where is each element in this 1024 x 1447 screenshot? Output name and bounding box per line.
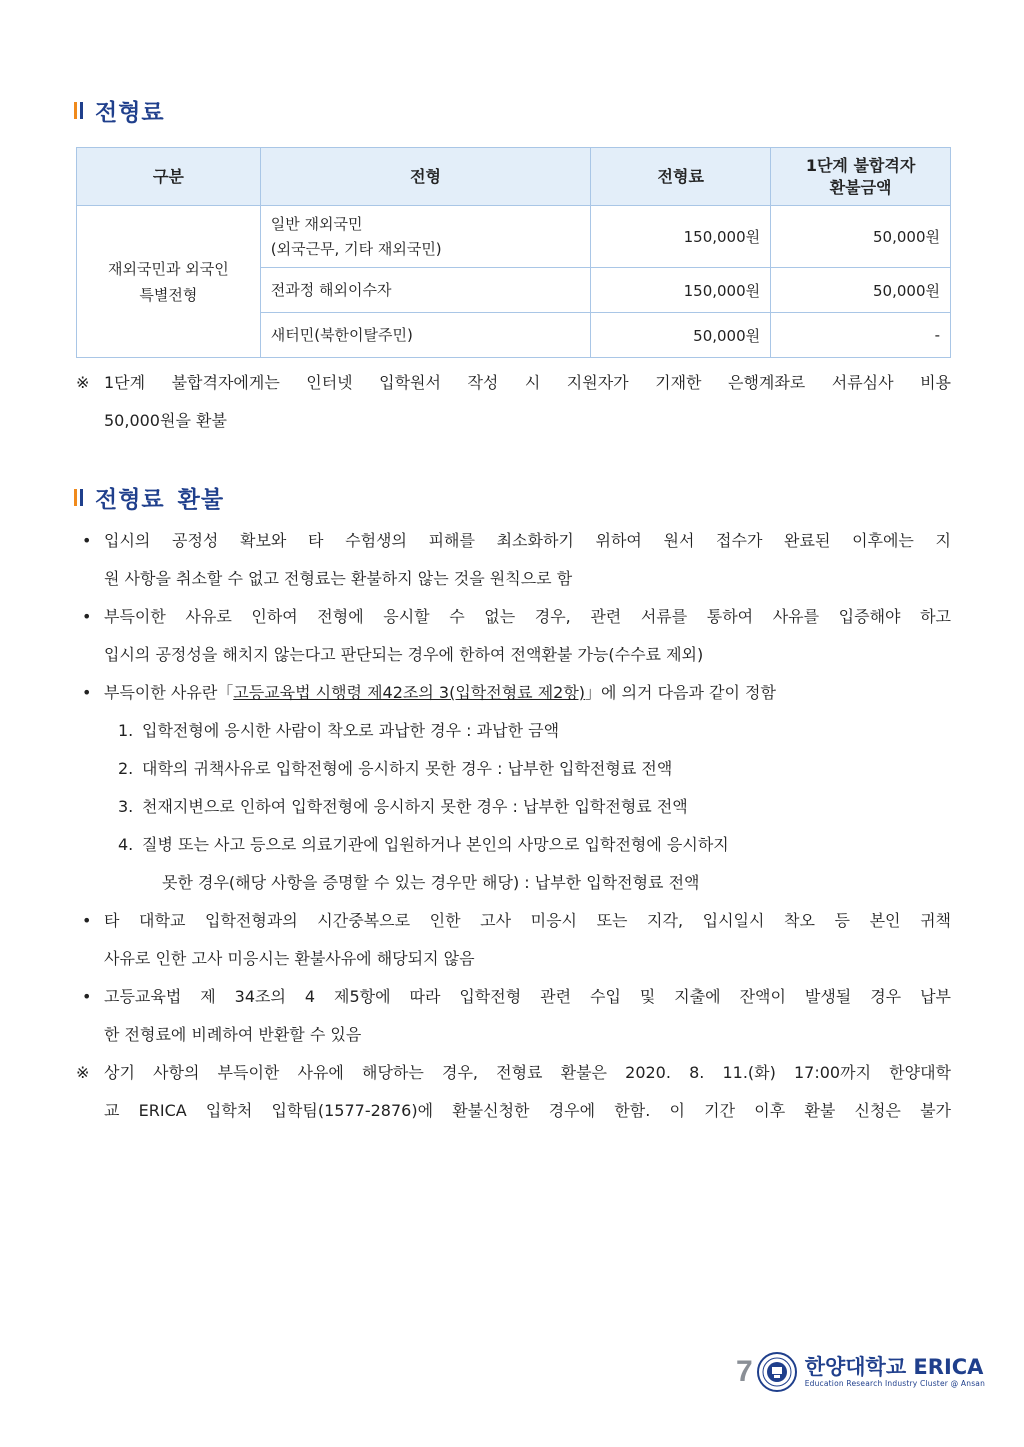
bullet-line: 고등교육법 제 34조의 4 제5항에 따라 입학전형 관련 수입 및 지출에 잔액이 발생될 경우 납부 [104, 987, 951, 1006]
bullet-dot: • [82, 987, 92, 1006]
type-cell: 새터민(북한이탈주민) [260, 313, 591, 358]
list-item [82, 978, 951, 1054]
refund-policy [76, 522, 951, 1130]
header-refund-line1: 1단계 불합격자 [805, 155, 916, 175]
item-line: 못한 경우(해당 사항을 증명할 수 있는 경우만 해당) : 납부한 입학전형료 전액 [162, 873, 700, 892]
bullet-line: 원 사항을 취소할 수 없고 전형료는 환불하지 않는 것을 원칙으로 함 [104, 569, 573, 588]
bullet-line: 입시의 공정성 확보와 타 수험생의 피해를 최소화하기 위하여 원서 접수가 완료된 이후에는 지 [104, 531, 951, 550]
brand-subtitle: Education Research Industry Cluster @ Ansan [804, 1379, 986, 1388]
fee-cell: 150,000원 [591, 268, 771, 313]
bullet-dot: • [82, 531, 92, 550]
refund-cell: 50,000원 [771, 268, 951, 313]
list-item [82, 674, 951, 712]
brand-name: 한양대학교 ERICA [804, 1355, 984, 1379]
fee-table [76, 147, 951, 358]
bullet-line: 사유로 인한 고사 미응시는 환불사유에 해당되지 않음 [104, 949, 475, 968]
header-category: 구분 [77, 148, 261, 206]
bullet-line: 입시의 공정성을 해치지 않는다고 판단되는 경우에 한하여 전액환불 가능(수수료 제외) [104, 645, 704, 664]
bullet-text: 」에 의거 다음과 같이 정함 [585, 683, 776, 702]
note-line1: 1단계 불합격자에게는 인터넷 입학원서 작성 시 지원자가 기재한 은행계좌로 서류심사 비용 [104, 373, 951, 392]
type-line1: 일반 재외국민 [270, 214, 363, 233]
table-header-row [77, 148, 951, 206]
page-number: 7 [736, 1355, 753, 1388]
refund-cell: - [771, 313, 951, 358]
refund-cell: 50,000원 [771, 206, 951, 268]
refund-deadline-note [76, 1054, 951, 1092]
item-number: 2. [118, 759, 134, 778]
numbered-item [118, 712, 951, 750]
numbered-item [118, 826, 951, 902]
bullet-text: 부득이한 사유란「 [104, 683, 234, 702]
heading-bar-icon [74, 489, 83, 506]
bullet-line [104, 674, 951, 712]
fee-cell: 50,000원 [591, 313, 771, 358]
bullet-dot: • [82, 683, 92, 702]
note-mark: ※ [76, 373, 90, 392]
list-item [82, 902, 951, 978]
university-seal-icon [757, 1352, 797, 1392]
item-number: 1. [118, 721, 134, 740]
item-line: 질병 또는 사고 등으로 의료기관에 입원하거나 본인의 사망으로 입학전형에 응시하지 [142, 835, 729, 854]
numbered-item [118, 788, 951, 826]
section-heading-refund [74, 481, 224, 514]
section-heading-fee [74, 94, 165, 127]
refund-note [76, 364, 951, 440]
law-reference: 고등교육법 시행령 제42조의 3(입학전형료 제2항) [233, 683, 586, 702]
item-line: 입학전형에 응시한 사람이 착오로 과납한 경우 : 과납한 금액 [142, 721, 560, 740]
section-title: 전형료 환불 [95, 487, 225, 513]
type-cell [260, 206, 591, 268]
item-number: 3. [118, 797, 134, 816]
numbered-item [118, 750, 951, 788]
section-title: 전형료 [95, 100, 165, 126]
header-admission-type: 전형 [260, 148, 591, 206]
bullet-line: 타 대학교 입학전형과의 시간중복으로 인한 고사 미응시 또는 지각, 입시일시 착오 등 본인 귀책 [104, 911, 951, 930]
note-mark: ※ [76, 1063, 90, 1082]
item-line: 천재지변으로 인하여 입학전형에 응시하지 못한 경우 : 납부한 입학전형료 전액 [142, 797, 688, 816]
table-row [77, 206, 951, 268]
university-brand [805, 1355, 985, 1389]
page-footer [736, 1352, 985, 1392]
header-refund [771, 148, 951, 206]
header-fee: 전형료 [591, 148, 771, 206]
group-label-line2: 특별전형 [139, 285, 198, 304]
note-line1: 상기 사항의 부득이한 사유에 해당하는 경우, 전형료 환불은 2020. 8. 11.(화) 17:00까지 한양대학 [104, 1063, 951, 1082]
bullet-line: 한 전형료에 비례하여 반환할 수 있음 [104, 1025, 362, 1044]
group-label-line1: 재외국민과 외국인 [108, 259, 229, 278]
bullet-line: 부득이한 사유로 인하여 전형에 응시할 수 없는 경우, 관련 서류를 통하여 사유를 입증해야 하고 [104, 607, 951, 626]
header-refund-line2: 환불금액 [829, 177, 892, 197]
bullet-dot: • [82, 911, 92, 930]
item-number: 4. [118, 835, 134, 854]
bullet-dot: • [82, 607, 92, 626]
fee-cell: 150,000원 [591, 206, 771, 268]
list-item [82, 598, 951, 674]
note-line2: 50,000원을 환불 [104, 411, 227, 430]
note-line2: 교 ERICA 입학처 입학팀(1577-2876)에 환불신청한 경우에 한함. 이 기간 이후 환불 신청은 불가 [104, 1101, 951, 1120]
type-line2: (외국근무, 기타 재외국민) [270, 239, 442, 258]
heading-bar-icon [74, 102, 83, 119]
item-line: 대학의 귀책사유로 입학전형에 응시하지 못한 경우 : 납부한 입학전형료 전액 [142, 759, 673, 778]
list-item [82, 522, 951, 598]
group-cell [77, 206, 261, 358]
type-cell: 전과정 해외이수자 [260, 268, 591, 313]
